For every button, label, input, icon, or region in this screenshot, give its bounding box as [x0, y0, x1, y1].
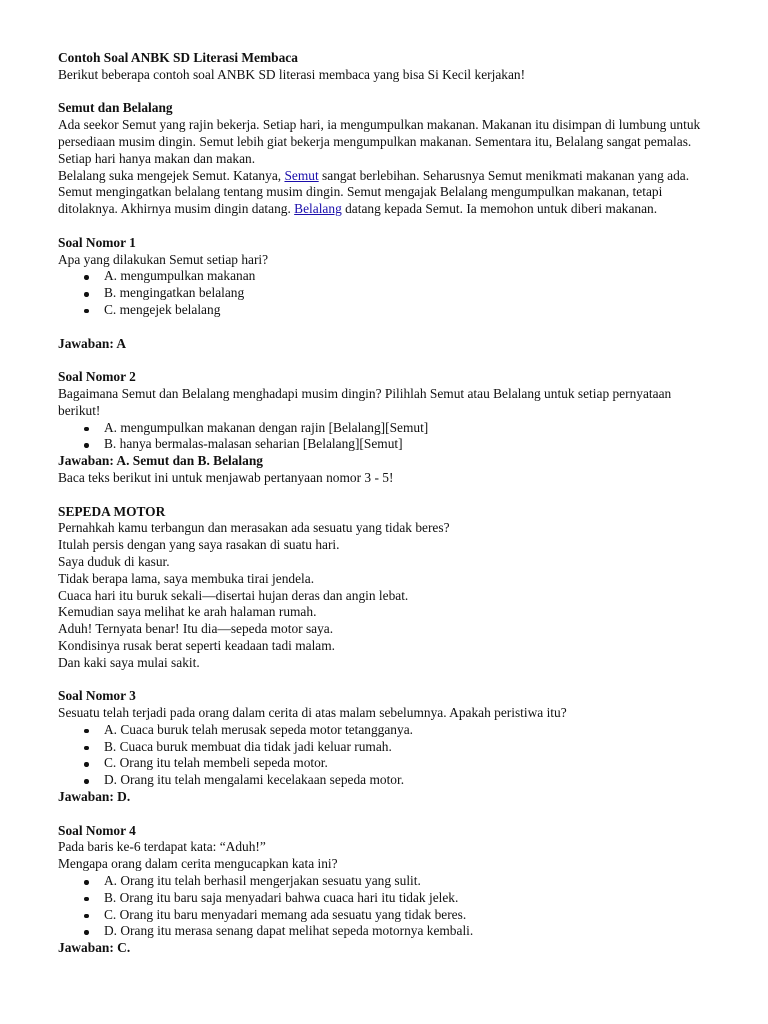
reading-instruction: Baca teks berikut ini untuk menjawab pertanyaan nomor 3 - 5!	[58, 469, 394, 485]
q3-answer: Jawaban: D.	[58, 789, 131, 805]
q3-option: B. Cuaca buruk membuat dia tidak jadi keluar rumah.	[58, 739, 713, 756]
story1-p2-part-b: sangat berlebihan. Seharusnya Semut menikmati makanan yang ada. Semut mengingatkan belalang tentang musim dingin. Semut mengajak Belalang mengumpulkan makanan, tetapi ditolaknya. Akhirnya musim dingin datang.	[58, 167, 690, 217]
story2-line: Saya duduk di kasur.	[58, 553, 170, 569]
q3-options	[58, 722, 713, 789]
q2-option: B. hanya bermalas-malasan seharian [Belalang][Semut]	[58, 436, 713, 453]
intro-text: Berikut beberapa contoh soal ANBK SD literasi membaca yang bisa Si Kecil kerjakan!	[58, 66, 526, 82]
q1-answer: Jawaban: A	[58, 335, 127, 351]
story2-line: Pernahkah kamu terbangun dan merasakan ada sesuatu yang tidak beres?	[58, 520, 450, 536]
story2-line: Itulah persis dengan yang saya rasakan di suatu hari.	[58, 537, 340, 553]
q4-option: B. Orang itu baru saja menyadari bahwa cuaca hari itu tidak jelek.	[58, 890, 713, 907]
story1-p2-part-a: Belalang suka mengejek Semut. Katanya,	[58, 167, 285, 183]
page-title: Contoh Soal ANBK SD Literasi Membaca	[58, 50, 298, 65]
q3-option: D. Orang itu telah mengalami kecelakaan sepeda motor.	[58, 772, 713, 789]
q1-title: Soal Nomor 1	[58, 234, 136, 250]
story2-line: Cuaca hari itu buruk sekali—disertai hujan deras dan angin lebat.	[58, 587, 409, 603]
story2-line: Dan kaki saya mulai sakit.	[58, 654, 200, 670]
q4-line2: Mengapa orang dalam cerita mengucapkan kata ini?	[58, 856, 338, 872]
q4-option: D. Orang itu merasa senang dapat melihat sepeda motornya kembali.	[58, 923, 713, 940]
story1-paragraph2	[58, 168, 713, 218]
q3-title: Soal Nomor 3	[58, 688, 136, 704]
story1-paragraph1: Ada seekor Semut yang rajin bekerja. Setiap hari, ia mengumpulkan makanan. Makanan itu disimpan di lumbung untuk persediaan musim dingin. Semut lebih giat bekerja mengumpulkan makanan. Sementara itu, Belalang sangat pemalas. Setiap hari hanya makan dan makan.	[58, 117, 701, 166]
story2-line: Aduh! Ternyata benar! Itu dia—sepeda motor saya.	[58, 621, 334, 637]
q4-answer: Jawaban: C.	[58, 940, 131, 956]
document-page	[58, 50, 713, 957]
q4-options	[58, 873, 713, 940]
q2-options	[58, 420, 713, 454]
q1-option: A. mengumpulkan makanan	[58, 268, 713, 285]
q1-options	[58, 268, 713, 318]
q1-option: B. mengingatkan belalang	[58, 285, 713, 302]
semut-link[interactable]: Semut	[284, 167, 319, 183]
q2-title: Soal Nomor 2	[58, 369, 136, 385]
q2-question: Bagaimana Semut dan Belalang menghadapi musim dingin? Pilihlah Semut atau Belalang untuk setiap pernyataan berikut!	[58, 385, 672, 418]
q1-question: Apa yang dilakukan Semut setiap hari?	[58, 251, 269, 267]
q1-option: C. mengejek belalang	[58, 302, 713, 319]
story2-line: Tidak berapa lama, saya membuka tirai jendela.	[58, 570, 315, 586]
belalang-link[interactable]: Belalang	[294, 201, 342, 217]
q3-question: Sesuatu telah terjadi pada orang dalam cerita di atas malam sebelumnya. Apakah peristiwa itu?	[58, 705, 567, 721]
story1-title: Semut dan Belalang	[58, 100, 173, 116]
q4-option: C. Orang itu baru menyadari memang ada sesuatu yang tidak beres.	[58, 907, 713, 924]
q4-option: A. Orang itu telah berhasil mengerjakan sesuatu yang sulit.	[58, 873, 713, 890]
story2-line: Kondisinya rusak berat seperti keadaan tadi malam.	[58, 637, 336, 653]
story2-title: SEPEDA MOTOR	[58, 503, 166, 519]
story2-line: Kemudian saya melihat ke arah halaman rumah.	[58, 604, 317, 620]
q3-option: C. Orang itu telah membeli sepeda motor.	[58, 755, 713, 772]
q3-option: A. Cuaca buruk telah merusak sepeda motor tetangganya.	[58, 722, 713, 739]
q4-title: Soal Nomor 4	[58, 822, 136, 838]
q2-option: A. mengumpulkan makanan dengan rajin [Belalang][Semut]	[58, 420, 713, 437]
q4-line1: Pada baris ke-6 terdapat kata: “Aduh!”	[58, 839, 266, 855]
story1-p2-part-c: datang kepada Semut. Ia memohon untuk diberi makanan.	[341, 201, 658, 217]
q2-answer: Jawaban: A. Semut dan B. Belalang	[58, 453, 263, 469]
